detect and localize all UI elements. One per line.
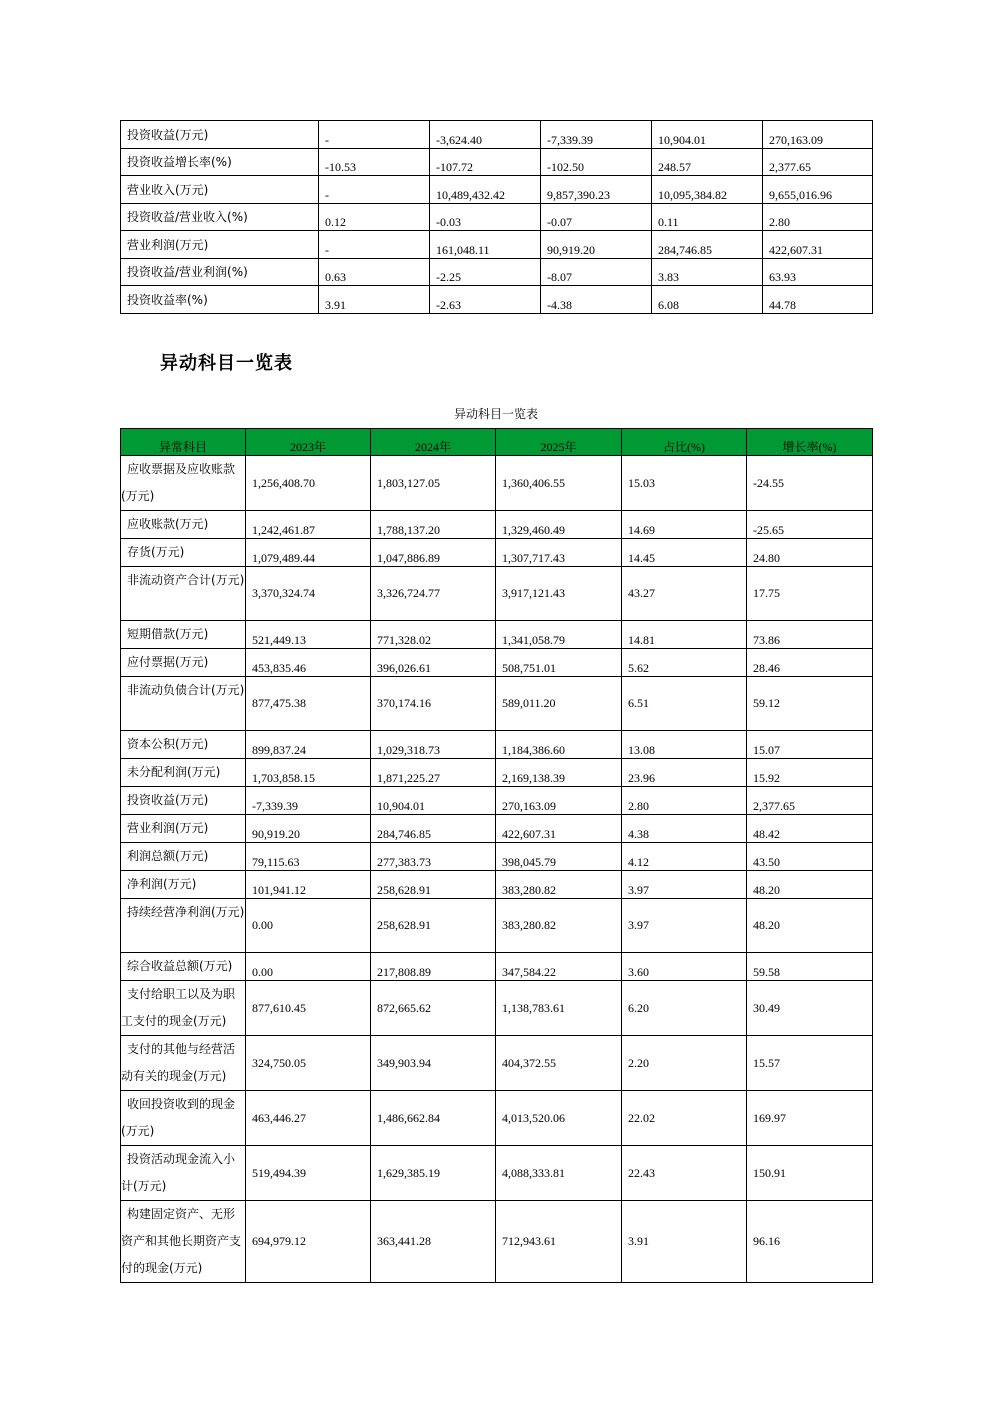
table-cell: 284,746.85 (652, 231, 763, 259)
row-label: 投资收益增长率(%) (121, 148, 319, 176)
table-cell: 422,607.31 (763, 231, 873, 259)
table-cell: 899,837.24 (246, 731, 371, 759)
table-cell: - (319, 121, 430, 149)
table-cell: 521,449.13 (246, 621, 371, 649)
table-cell: 422,607.31 (496, 815, 622, 843)
table-cell: 5.62 (622, 649, 747, 677)
table-cell: 48.20 (747, 899, 873, 953)
table-cell: - (319, 231, 430, 259)
table-cell: 4,088,333.81 (496, 1146, 622, 1201)
table-cell: 3.60 (622, 953, 747, 981)
table-cell: -102.50 (541, 148, 652, 176)
table-cell: 872,665.62 (371, 981, 496, 1036)
table-cell: -2.63 (430, 286, 541, 314)
table-cell: -4.38 (541, 286, 652, 314)
table-row (121, 843, 873, 871)
table-cell: 4.12 (622, 843, 747, 871)
table-cell: 13.08 (622, 731, 747, 759)
table-row (121, 731, 873, 759)
row-label: 支付给职工以及为职工支付的现金(万元) (121, 981, 246, 1036)
header-cell: 2023年 (246, 429, 371, 456)
table-cell: 22.02 (622, 1091, 747, 1146)
table-cell: 508,751.01 (496, 649, 622, 677)
row-label: 投资收益率(%) (121, 286, 319, 314)
table-cell: 0.00 (246, 953, 371, 981)
row-label: 营业利润(万元) (121, 815, 246, 843)
row-label: 支付的其他与经营活动有关的现金(万元) (121, 1036, 246, 1091)
table-cell: 79,115.63 (246, 843, 371, 871)
row-label: 投资收益(万元) (121, 121, 319, 149)
table-cell: 90,919.20 (246, 815, 371, 843)
table-cell: 258,628.91 (371, 899, 496, 953)
row-label: 非流动负债合计(万元) (121, 677, 246, 731)
table-cell: 23.96 (622, 759, 747, 787)
header-cell: 异常科目 (121, 429, 246, 456)
table-cell: 90,919.20 (541, 231, 652, 259)
row-label: 综合收益总额(万元) (121, 953, 246, 981)
table-cell: 30.49 (747, 981, 873, 1036)
section-heading: 异动科目一览表 (160, 353, 293, 374)
table-cell: 3.97 (622, 871, 747, 899)
table-cell: 2,377.65 (763, 148, 873, 176)
table-row (121, 511, 873, 539)
table-cell: 3,370,324.74 (246, 567, 371, 621)
table-cell: 463,446.27 (246, 1091, 371, 1146)
table-cell: -107.72 (430, 148, 541, 176)
table-cell: 161,048.11 (430, 231, 541, 259)
table-cell: 2.80 (763, 203, 873, 231)
table-cell: 771,328.02 (371, 621, 496, 649)
table-header-row (121, 429, 873, 456)
table-cell: 277,383.73 (371, 843, 496, 871)
table-cell: 1,242,461.87 (246, 511, 371, 539)
table-cell: 2.80 (622, 787, 747, 815)
row-label: 投资活动现金流入小计(万元) (121, 1146, 246, 1201)
table-cell: 398,045.79 (496, 843, 622, 871)
table-row (121, 567, 873, 621)
table-cell: 396,026.61 (371, 649, 496, 677)
table-cell: -0.03 (430, 203, 541, 231)
table-cell: 63.93 (763, 258, 873, 286)
table-cell: 14.45 (622, 539, 747, 567)
row-label: 存货(万元) (121, 539, 246, 567)
table-cell: 14.69 (622, 511, 747, 539)
table-row (121, 1146, 873, 1201)
table-cell: 10,904.01 (652, 121, 763, 149)
row-label: 持续经营净利润(万元) (121, 899, 246, 953)
table-cell: 43.50 (747, 843, 873, 871)
table-cell: 258,628.91 (371, 871, 496, 899)
row-label: 投资收益/营业利润(%) (121, 258, 319, 286)
table-cell: -10.53 (319, 148, 430, 176)
row-label: 短期借款(万元) (121, 621, 246, 649)
table-cell: - (319, 176, 430, 204)
table-row (121, 649, 873, 677)
row-label: 应付票据(万元) (121, 649, 246, 677)
table-row (121, 677, 873, 731)
table-cell: 169.97 (747, 1091, 873, 1146)
table-row (121, 539, 873, 567)
table-cell: -8.07 (541, 258, 652, 286)
table-row (121, 871, 873, 899)
table-row (121, 787, 873, 815)
table-cell: 1,629,385.19 (371, 1146, 496, 1201)
row-label: 收回投资收到的现金(万元) (121, 1091, 246, 1146)
row-label: 投资收益/营业收入(%) (121, 203, 319, 231)
table-row (121, 815, 873, 843)
table-cell: 96.16 (747, 1201, 873, 1283)
table-cell: 9,655,016.96 (763, 176, 873, 204)
table-cell: 1,360,406.55 (496, 456, 622, 511)
table-cell: 22.43 (622, 1146, 747, 1201)
table-cell: 383,280.82 (496, 871, 622, 899)
table-cell: 0.63 (319, 258, 430, 286)
table-cell: -7,339.39 (246, 787, 371, 815)
table-cell: 404,372.55 (496, 1036, 622, 1091)
table-cell: 349,903.94 (371, 1036, 496, 1091)
row-label: 资本公积(万元) (121, 731, 246, 759)
table-cell: 150.91 (747, 1146, 873, 1201)
table-cell: -0.07 (541, 203, 652, 231)
table-cell: 1,029,318.73 (371, 731, 496, 759)
table-cell: 2,377.65 (747, 787, 873, 815)
row-label: 未分配利润(万元) (121, 759, 246, 787)
table-cell: 4,013,520.06 (496, 1091, 622, 1146)
table-cell: 3.83 (652, 258, 763, 286)
row-label: 投资收益(万元) (121, 787, 246, 815)
table-row (121, 621, 873, 649)
table-cell: 1,486,662.84 (371, 1091, 496, 1146)
table-row (121, 1201, 873, 1283)
table-cell: 10,095,384.82 (652, 176, 763, 204)
table-cell: 14.81 (622, 621, 747, 649)
table-cell: 28.46 (747, 649, 873, 677)
table-cell: 59.12 (747, 677, 873, 731)
row-label: 利润总额(万元) (121, 843, 246, 871)
table-cell: -24.55 (747, 456, 873, 511)
table-row (121, 203, 873, 231)
table-cell: 270,163.09 (496, 787, 622, 815)
header-cell: 2024年 (371, 429, 496, 456)
table-cell: 2,169,138.39 (496, 759, 622, 787)
table-cell: 589,011.20 (496, 677, 622, 731)
table-cell: 48.20 (747, 871, 873, 899)
table-cell: 1,079,489.44 (246, 539, 371, 567)
table-cell: 1,047,886.89 (371, 539, 496, 567)
table-cell: 44.78 (763, 286, 873, 314)
table-cell: 101,941.12 (246, 871, 371, 899)
table-cell: 1,329,460.49 (496, 511, 622, 539)
investment-income-table (120, 120, 873, 314)
table-cell: 1,341,058.79 (496, 621, 622, 649)
table-cell: 43.27 (622, 567, 747, 621)
table-row (121, 899, 873, 953)
table-caption: 异动科目一览表 (453, 407, 538, 421)
table-cell: 519,494.39 (246, 1146, 371, 1201)
table-cell: 270,163.09 (763, 121, 873, 149)
table-row (121, 121, 873, 149)
table-cell: 73.86 (747, 621, 873, 649)
header-cell: 增长率(%) (747, 429, 873, 456)
table-cell: 324,750.05 (246, 1036, 371, 1091)
table-cell: 1,138,783.61 (496, 981, 622, 1036)
table-cell: 0.12 (319, 203, 430, 231)
table-cell: 1,184,386.60 (496, 731, 622, 759)
row-label: 营业收入(万元) (121, 176, 319, 204)
table-cell: -3,624.40 (430, 121, 541, 149)
table-cell: 347,584.22 (496, 953, 622, 981)
table-cell: 6.51 (622, 677, 747, 731)
table-cell: 877,475.38 (246, 677, 371, 731)
table-cell: 694,979.12 (246, 1201, 371, 1283)
table-cell: 59.58 (747, 953, 873, 981)
table-cell: 383,280.82 (496, 899, 622, 953)
table-cell: 217,808.89 (371, 953, 496, 981)
table-cell: 15.03 (622, 456, 747, 511)
table-row (121, 231, 873, 259)
row-label: 构建固定资产、无形资产和其他长期资产支付的现金(万元) (121, 1201, 246, 1283)
table-row (121, 1091, 873, 1146)
table-cell: 370,174.16 (371, 677, 496, 731)
table-row (121, 286, 873, 314)
table-row (121, 981, 873, 1036)
header-cell: 占比(%) (622, 429, 747, 456)
table-cell: 877,610.45 (246, 981, 371, 1036)
table-row (121, 456, 873, 511)
table-cell: 0.11 (652, 203, 763, 231)
table-row (121, 148, 873, 176)
table-cell: 284,746.85 (371, 815, 496, 843)
table-cell: 3,326,724.77 (371, 567, 496, 621)
table-cell: 248.57 (652, 148, 763, 176)
table-cell: 48.42 (747, 815, 873, 843)
row-label: 净利润(万元) (121, 871, 246, 899)
table-cell: 4.38 (622, 815, 747, 843)
table-row (121, 953, 873, 981)
table-cell: 1,307,717.43 (496, 539, 622, 567)
table-cell: 3,917,121.43 (496, 567, 622, 621)
table-cell: 6.20 (622, 981, 747, 1036)
table-cell: 9,857,390.23 (541, 176, 652, 204)
table-cell: 24.80 (747, 539, 873, 567)
table-cell: -2.25 (430, 258, 541, 286)
table-cell: -7,339.39 (541, 121, 652, 149)
table-cell: 15.57 (747, 1036, 873, 1091)
row-label: 应收票据及应收账款(万元) (121, 456, 246, 511)
table-cell: 3.97 (622, 899, 747, 953)
table-cell: 1,703,858.15 (246, 759, 371, 787)
table-cell: -25.65 (747, 511, 873, 539)
table-row (121, 176, 873, 204)
row-label: 营业利润(万元) (121, 231, 319, 259)
table-cell: 15.92 (747, 759, 873, 787)
row-label: 非流动资产合计(万元) (121, 567, 246, 621)
table-row (121, 759, 873, 787)
table-cell: 453,835.46 (246, 649, 371, 677)
table-row (121, 258, 873, 286)
table-cell: 363,441.28 (371, 1201, 496, 1283)
abnormal-items-table (120, 428, 873, 1283)
header-cell: 2025年 (496, 429, 622, 456)
table-cell: 3.91 (622, 1201, 747, 1283)
table-cell: 1,256,408.70 (246, 456, 371, 511)
table-cell: 15.07 (747, 731, 873, 759)
table-row (121, 1036, 873, 1091)
row-label: 应收账款(万元) (121, 511, 246, 539)
table-cell: 1,871,225.27 (371, 759, 496, 787)
table-cell: 1,788,137.20 (371, 511, 496, 539)
table-cell: 0.00 (246, 899, 371, 953)
table-cell: 6.08 (652, 286, 763, 314)
table-cell: 3.91 (319, 286, 430, 314)
table-cell: 17.75 (747, 567, 873, 621)
table-cell: 1,803,127.05 (371, 456, 496, 511)
table-cell: 2.20 (622, 1036, 747, 1091)
table-cell: 10,904.01 (371, 787, 496, 815)
table-cell: 712,943.61 (496, 1201, 622, 1283)
table-cell: 10,489,432.42 (430, 176, 541, 204)
